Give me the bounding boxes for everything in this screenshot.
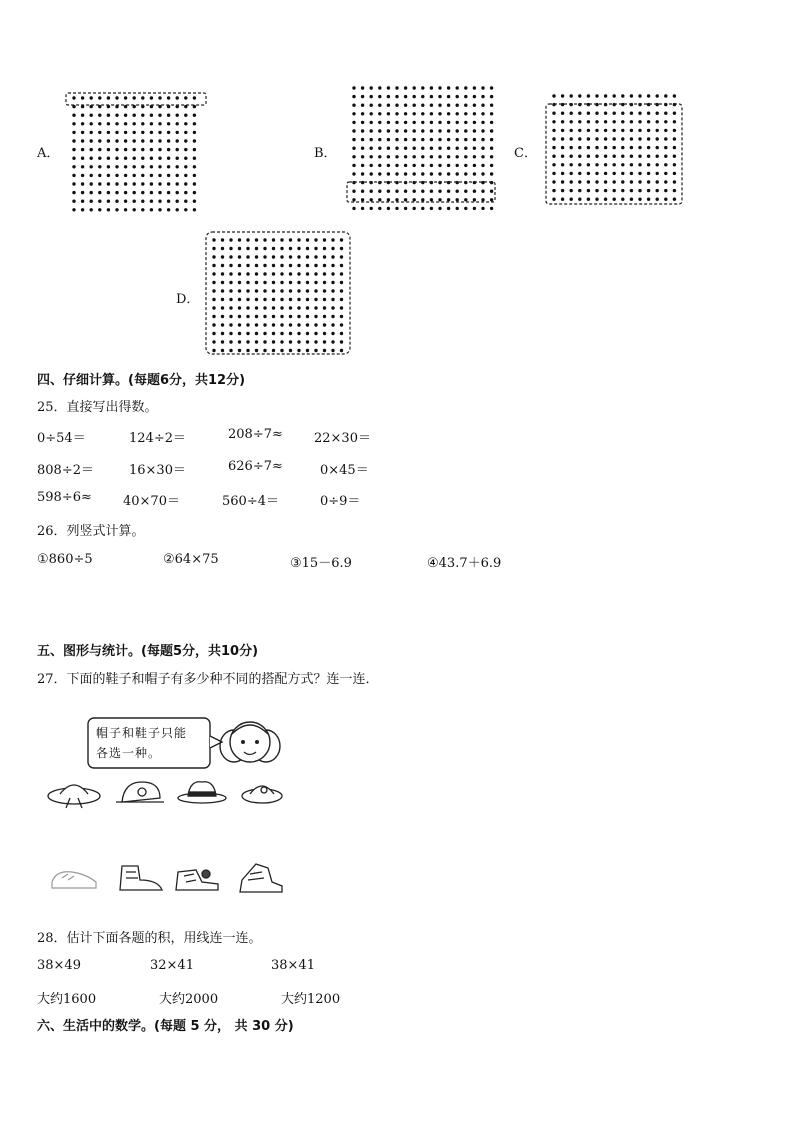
option-d-label: D． <box>176 292 200 307</box>
hats-row <box>46 776 286 814</box>
shoe-icon-2 <box>120 866 162 890</box>
girl-icon <box>220 722 280 762</box>
q25-r1-c0: 808÷2＝ <box>37 463 94 478</box>
q26-item-2: ②64×75 <box>163 552 219 567</box>
hat-icon-2 <box>116 782 164 802</box>
option-c-label: C． <box>514 146 537 161</box>
option-b-label: B． <box>314 146 337 161</box>
dot-grid-c <box>544 88 686 208</box>
q25-r0-c1: 124÷2＝ <box>129 431 186 446</box>
bubble-text-line1: 帽子和鞋子只能 <box>96 726 188 740</box>
hat-icon-4 <box>242 786 282 803</box>
section-5-title: 五、图形与统计。(每题5分，共10分) <box>37 644 259 659</box>
q25-r0-c3: 22×30＝ <box>314 431 371 446</box>
shoe-icon-1 <box>52 872 96 888</box>
q28-expr-2: 32×41 <box>150 958 194 973</box>
q26-item-4: ④43.7＋6.9 <box>427 556 502 571</box>
q28-estimate-3: 大约1200 <box>281 992 341 1007</box>
q25-r1-c2: 626÷7≈ <box>228 459 283 474</box>
q28-estimate-2: 大约2000 <box>159 992 219 1007</box>
shoe-icon-3 <box>176 870 218 890</box>
q28-expr-1: 38×49 <box>37 958 81 973</box>
shoe-icon-4 <box>240 864 282 892</box>
q25-r2-c2: 560÷4＝ <box>222 494 279 509</box>
q25-r0-c2: 208÷7≈ <box>228 427 283 442</box>
q26-item-3: ③15－6.9 <box>290 556 352 571</box>
question-25-prompt: 25．直接写出得数。 <box>37 400 158 415</box>
q25-r0-c0: 0÷54＝ <box>37 431 86 446</box>
option-a-label: A． <box>37 146 60 161</box>
hat-icon-3 <box>178 782 226 803</box>
question-28-prompt: 28．估计下面各题的积，用线连一连。 <box>37 931 262 946</box>
q28-expr-3: 38×41 <box>271 958 315 973</box>
section-4-title: 四、仔细计算。(每题6分，共12分) <box>37 373 246 388</box>
q25-r1-c3: 0×45＝ <box>320 463 369 478</box>
dot-grid-b <box>344 82 500 210</box>
q25-r2-c3: 0÷9＝ <box>320 494 361 509</box>
question-27-prompt: 27．下面的鞋子和帽子有多少种不同的搭配方式？连一连． <box>37 672 379 687</box>
question-26-prompt: 26．列竖式计算。 <box>37 524 145 539</box>
dot-grid-a <box>62 90 212 210</box>
dot-grid-d <box>204 230 354 358</box>
q25-r2-c0: 598÷6≈ <box>37 490 92 505</box>
q26-item-1: ①860÷5 <box>37 552 93 567</box>
q25-r1-c1: 16×30＝ <box>129 463 186 478</box>
bubble-text-line2: 各选一种。 <box>96 746 162 760</box>
section-6-title: 六、生活中的数学。(每题 5 分， 共 30 分) <box>37 1019 294 1034</box>
hat-icon-1 <box>48 785 100 808</box>
q25-r2-c1: 40×70＝ <box>123 494 180 509</box>
q28-estimate-1: 大约1600 <box>37 992 97 1007</box>
shoes-row <box>46 860 286 896</box>
